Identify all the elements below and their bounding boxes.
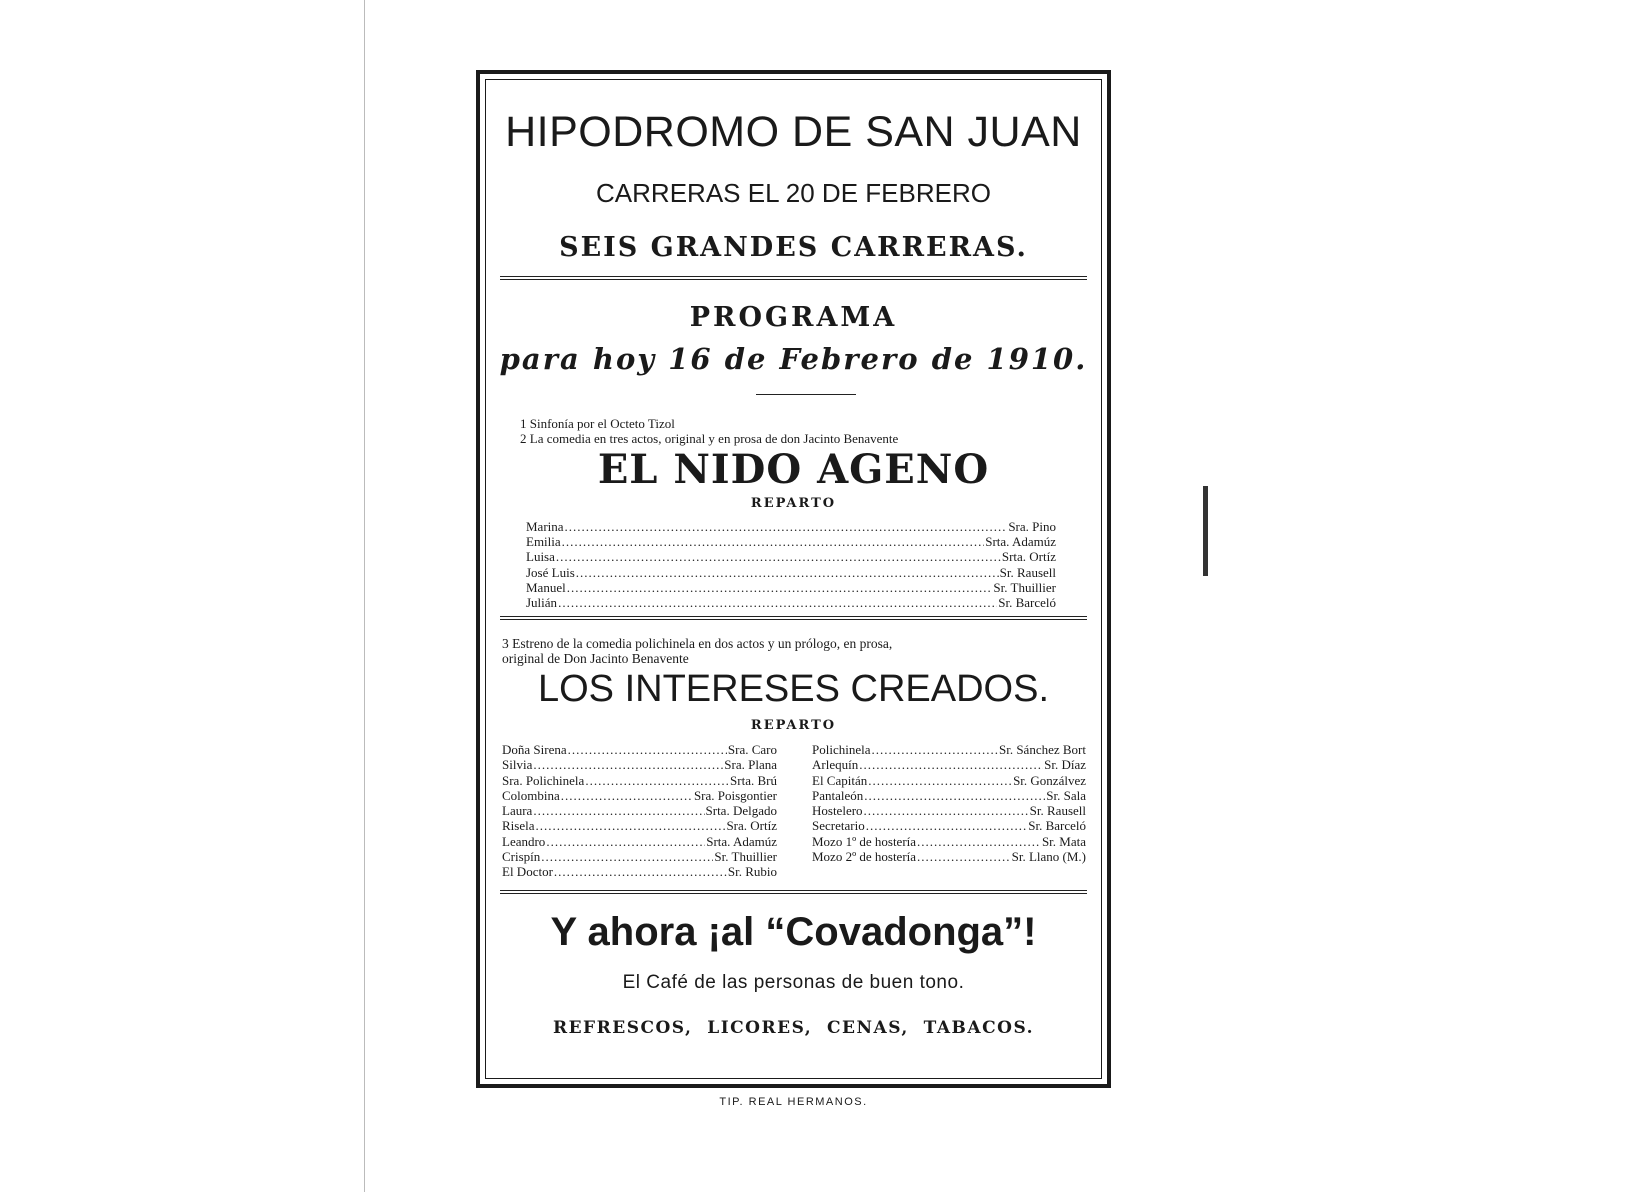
- cast-role: El Doctor: [502, 864, 553, 880]
- scan-binding-mark: [1203, 486, 1208, 576]
- leader-dots: [872, 742, 998, 757]
- programa-date: para hoy 16 de Febrero de 1910.: [499, 342, 1088, 376]
- cast-row: [812, 818, 1086, 833]
- cast-row: [812, 757, 1086, 772]
- cast-actor: Sr. Sala: [1046, 787, 1086, 803]
- cast-role: Mozo 1º de hostería: [812, 833, 917, 849]
- divider: [500, 890, 1087, 894]
- cast-actor: Srta. Adamúz: [985, 534, 1056, 550]
- cast-actor: Sr. Gonzálvez: [1013, 772, 1086, 788]
- cast-role: Laura: [502, 803, 533, 819]
- cast-actor: Sra. Poisgontier: [693, 787, 777, 803]
- leader-dots: [866, 818, 1028, 833]
- cast-actor: Srta. Ortíz: [1001, 549, 1056, 565]
- cast-row: [502, 742, 777, 757]
- cast-actor: Sr. Mata: [1041, 833, 1086, 849]
- cast-row: [502, 803, 777, 818]
- advert-headline: Y ahora ¡al “Covadonga”!: [550, 910, 1037, 954]
- divider: [500, 276, 1087, 280]
- cast-row: [812, 803, 1086, 818]
- play2-title: LOS INTERESES CREADOS.: [537, 668, 1049, 710]
- play2-reparto-label: REPARTO: [750, 718, 837, 733]
- cast-row: [812, 849, 1086, 864]
- cast-role: Risela: [502, 818, 535, 834]
- leader-dots: [565, 519, 1008, 534]
- cast-actor: Sra. Caro: [727, 742, 777, 757]
- leader-dots: [917, 834, 1041, 849]
- cast-row: [526, 565, 1056, 580]
- play1-reparto-label: REPARTO: [750, 496, 837, 511]
- cast-actor: Sr. Rausell: [1029, 803, 1086, 819]
- cast-row: [526, 534, 1056, 549]
- program-item-2: 2 La comedia en tres actos, original y en prosa de don Jacinto Benavente: [520, 431, 899, 446]
- leader-dots: [585, 773, 729, 788]
- leader-dots: [576, 565, 999, 580]
- cast-actor: Sr. Rubio: [727, 864, 777, 880]
- poster-tagline: SEIS GRANDES CARRERAS.: [559, 232, 1028, 263]
- leader-dots: [562, 534, 985, 549]
- playbill-poster: [476, 70, 1111, 1088]
- cast-actor: Sra. Plana: [724, 757, 777, 773]
- cast-actor: Sr. Barceló: [998, 595, 1056, 611]
- cast-actor: Sr. Rausell: [999, 564, 1056, 580]
- cast-actor: Sr. Thuillier: [993, 579, 1056, 595]
- cast-row: [502, 864, 777, 879]
- cast-actor: Sr. Thuillier: [714, 849, 777, 865]
- cast-role: Crispín: [502, 849, 541, 865]
- cast-row: [502, 757, 777, 772]
- cast-role: Arlequín: [812, 757, 859, 773]
- cast-row: [526, 549, 1056, 564]
- cast-actor: Sr. Sánchez Bort: [998, 742, 1086, 757]
- poster-subtitle: CARRERAS EL 20 DE FEBRERO: [596, 178, 991, 208]
- leader-dots: [554, 864, 727, 879]
- cast-role: Leandro: [502, 833, 546, 849]
- cast-role: Secretario: [812, 818, 865, 834]
- cast-role: Manuel: [526, 579, 566, 595]
- cast-role: Silvia: [502, 757, 533, 773]
- cast-role: Marina: [526, 519, 564, 534]
- cast-row: [502, 849, 777, 864]
- leader-dots: [558, 595, 997, 610]
- cast-role: Luisa: [526, 549, 555, 565]
- cast-row: [812, 834, 1086, 849]
- program-item-1: 1 Sinfonía por el Octeto Tizol: [520, 416, 675, 431]
- cast-row: [502, 773, 777, 788]
- cast-role: Julián: [526, 595, 558, 611]
- printer-imprint: TIP. REAL HERMANOS.: [719, 1096, 868, 1108]
- leader-dots: [567, 580, 993, 595]
- cast-row: [502, 834, 777, 849]
- play1-title: EL NIDO AGENO: [597, 446, 990, 493]
- cast-role: Mozo 2º de hostería: [812, 849, 917, 865]
- cast-role: Hostelero: [812, 803, 863, 819]
- leader-dots: [536, 818, 726, 833]
- cast-row: [812, 742, 1086, 757]
- cast-role: Polichinela: [812, 742, 871, 757]
- divider: [500, 616, 1087, 620]
- cast-actor: Srta. Brú: [730, 772, 777, 788]
- leader-dots: [917, 849, 1011, 864]
- leader-dots: [864, 788, 1045, 803]
- leader-dots: [541, 849, 713, 864]
- cast-row: [502, 818, 777, 833]
- advert-slogan: El Café de las personas de buen tono.: [622, 972, 965, 993]
- playbill-inner-frame: [485, 79, 1102, 1079]
- play2-cast-left: [502, 742, 777, 880]
- cast-row: [812, 773, 1086, 788]
- cast-row: [812, 788, 1086, 803]
- cast-actor: Srta. Adamúz: [706, 833, 777, 849]
- leader-dots: [533, 803, 704, 818]
- cast-role: Emilia: [526, 534, 561, 550]
- leader-dots: [568, 742, 727, 757]
- cast-actor: Sr. Barceló: [1028, 818, 1086, 834]
- cast-actor: Sr. Llano (M.): [1011, 849, 1086, 865]
- leader-dots: [868, 773, 1012, 788]
- leader-dots: [533, 757, 723, 772]
- leader-dots: [859, 757, 1043, 772]
- program-item-3: 3 Estreno de la comedia polichinela en dos actos y un prólogo, en prosa,: [502, 636, 893, 651]
- scan-edge-mark: [364, 0, 365, 1192]
- cast-actor: Sra. Pino: [1008, 519, 1056, 534]
- poster-title: HIPODROMO DE SAN JUAN: [505, 108, 1082, 156]
- cast-role: Colombina: [502, 787, 560, 803]
- leader-dots: [864, 803, 1029, 818]
- leader-dots: [561, 788, 693, 803]
- cast-row: [502, 788, 777, 803]
- cast-role: Doña Sirena: [502, 742, 567, 757]
- play1-cast-list: [526, 519, 1056, 610]
- programa-heading: PROGRAMA: [689, 302, 898, 333]
- program-item-3-continued: original de Don Jacinto Benavente: [502, 651, 689, 666]
- play2-cast-right: [812, 742, 1086, 864]
- cast-role: Pantaleón: [812, 787, 864, 803]
- leader-dots: [556, 549, 1001, 564]
- cast-role: El Capitán: [812, 772, 868, 788]
- advert-products: REFRESCOS, LICORES, CENAS, TABACOS.: [552, 1018, 1035, 1038]
- leader-dots: [546, 834, 705, 849]
- cast-actor: Srta. Delgado: [705, 803, 777, 819]
- cast-role: Sra. Polichinela: [502, 772, 585, 788]
- cast-row: [526, 519, 1056, 534]
- short-divider: [756, 394, 856, 395]
- cast-row: [526, 595, 1056, 610]
- cast-actor: Sr. Díaz: [1044, 757, 1086, 773]
- cast-actor: Sra. Ortíz: [726, 818, 777, 834]
- cast-row: [526, 580, 1056, 595]
- cast-role: José Luis: [526, 564, 575, 580]
